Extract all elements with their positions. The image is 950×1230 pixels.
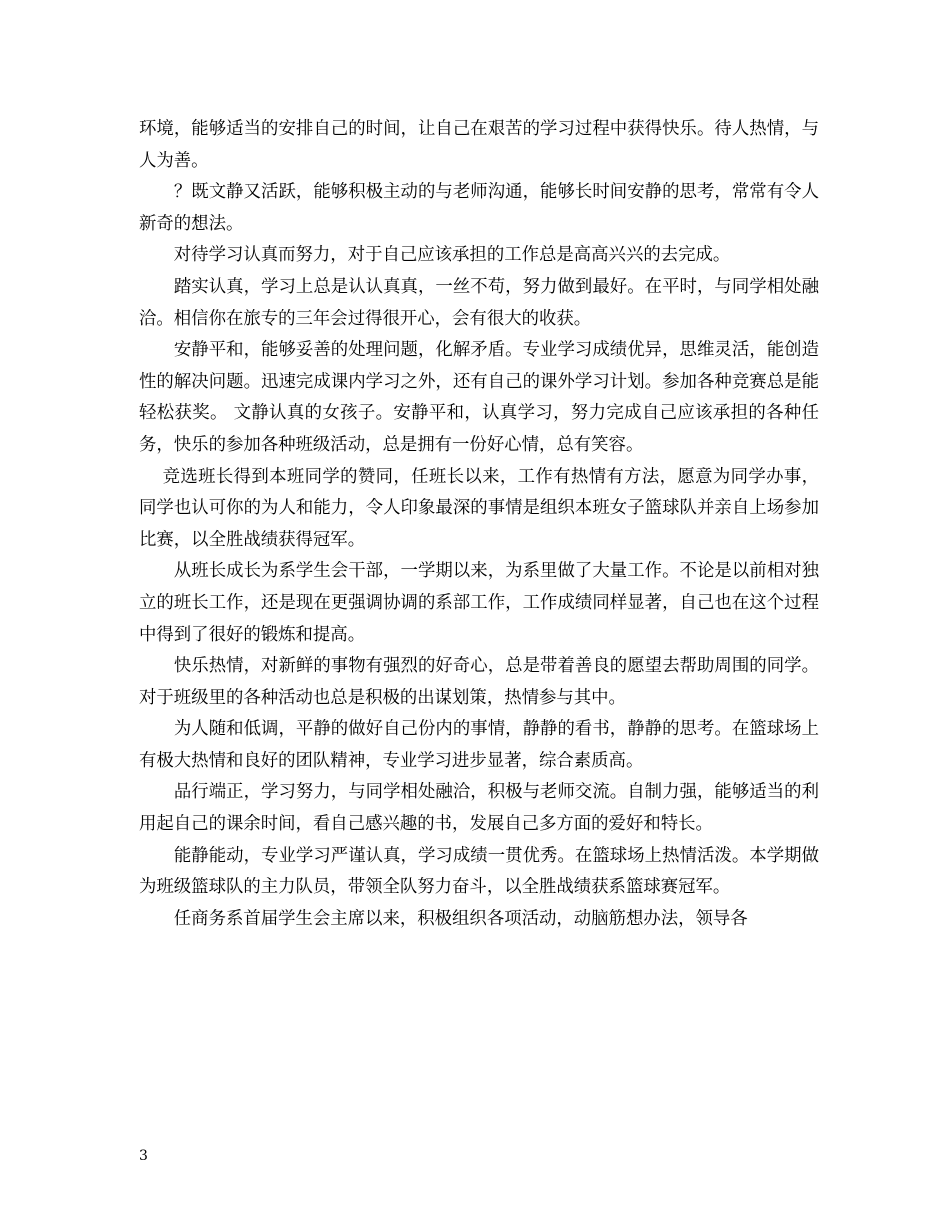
page-number: 3 <box>139 1148 148 1164</box>
paragraph: 从班长成长为系学生会干部，一学期以来，为系里做了大量工作。不论是以前相对独立的班长工作，还是现在更强调协调的系部工作，工作成绩同样显著，自己也在这个过程中得到了很好的锻炼和提高。 <box>139 561 819 645</box>
paragraph: 任商务系首届学生会主席以来，积极组织各项活动，动脑筋想办法，领导各 <box>139 908 748 929</box>
paragraph: 对待学习认真而努力，对于自己应该承担的工作总是高高兴兴的去完成。 <box>139 245 731 266</box>
paragraph: 快乐热情，对新鲜的事物有强烈的好奇心，总是带着善良的愿望去帮助周围的同学。对于班级里的各种活动也总是积极的出谋划策，热情参与其中。 <box>139 656 819 708</box>
paragraph: 环境，能够适当的安排自己的时间，让自己在艰苦的学习过程中获得快乐。待人热情，与人为善。 <box>139 119 819 171</box>
body-text <box>139 114 819 935</box>
paragraph: 能静能动，专业学习严谨认真，学习成绩一贯优秀。在篮球场上热情活泼。本学期做为班级篮球队的主力队员，带领全队努力奋斗，以全胜战绩获系篮球赛冠军。 <box>139 845 819 898</box>
paragraph: 竞选班长得到本班同学的赞同，任班长以来，工作有热情有方法，愿意为同学办事，同学也认可你的为人和能力，令人印象最深的事情是组织本班女子篮球队并亲自上场参加比赛，以全胜战绩获得冠军。 <box>139 466 819 550</box>
paragraph: 为人随和低调，平静的做好自己份内的事情，静静的看书，静静的思考。在篮球场上有极大热情和良好的团队精神，专业学习进步显著，综合素质高。 <box>139 719 819 771</box>
paragraph: ？既文静又活跃，能够积极主动的与老师沟通，能够长时间安静的思考，常常有令人新奇的想法。 <box>139 182 819 234</box>
paragraph: 品行端正，学习努力，与同学相处融洽，积极与老师交流。自制力强，能够适当的利用起自己的课余时间，看自己感兴趣的书，发展自己多方面的爱好和特长。 <box>139 782 819 835</box>
paragraph: 踏实认真，学习上总是认认真真，一丝不苟，努力做到最好。在平时，与同学相处融洽。相信你在旅专的三年会过得很开心，会有很大的收获。 <box>139 276 819 329</box>
paragraph: 安静平和，能够妥善的处理问题，化解矛盾。专业学习成绩优异，思维灵活，能创造性的解决问题。迅速完成课内学习之外，还有自己的课外学习计划。参加各种竞赛总是能轻松获奖。 文静认真的女孩子。安静平和，认真学习，努力完成自己应该承担的各种任务，快乐的参加各种班级活动，总是拥有一份好心情，总有笑容。 <box>139 340 819 455</box>
